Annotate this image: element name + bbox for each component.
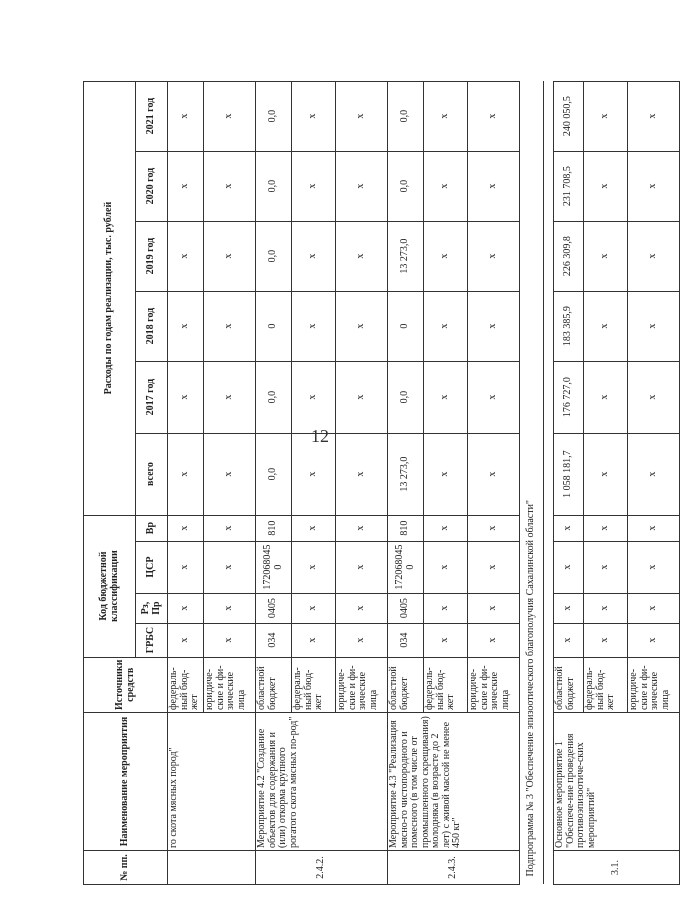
table-row bbox=[168, 81, 204, 884]
cell-y2020: x bbox=[204, 151, 256, 221]
cell-y2018: 0 bbox=[256, 291, 292, 361]
header-vr: Вр bbox=[136, 515, 168, 541]
row-number: 3.1. bbox=[554, 851, 680, 885]
cell-y2019: 226 309,8 bbox=[554, 221, 584, 291]
cell-rzpr: 0405 bbox=[388, 593, 424, 623]
cell-rzpr: x bbox=[584, 593, 628, 623]
header-source: Источники средств bbox=[84, 657, 168, 712]
cell-y2019: x bbox=[336, 221, 388, 291]
header-name: Наименование мероприятия bbox=[84, 713, 168, 851]
cell-y2020: x bbox=[628, 151, 680, 221]
row-number bbox=[168, 851, 256, 885]
cell-y2017: x bbox=[168, 361, 204, 433]
cell-rzpr: x bbox=[336, 593, 388, 623]
cell-y2019: 13 273,0 bbox=[388, 221, 424, 291]
cell-y2021: x bbox=[584, 81, 628, 151]
header-year-2021: 2021 год bbox=[136, 81, 168, 151]
activity-name: го скота мясных пород" bbox=[168, 713, 256, 851]
funding-source: федераль-ный бюд-жет bbox=[292, 657, 336, 712]
cell-y2020: x bbox=[424, 151, 468, 221]
cell-grbs: x bbox=[424, 623, 468, 657]
cell-vr: x bbox=[424, 515, 468, 541]
subprogram-row bbox=[520, 81, 544, 884]
cell-csr: x bbox=[292, 541, 336, 593]
cell-y2021: 240 050,5 bbox=[554, 81, 584, 151]
cell-grbs: x bbox=[336, 623, 388, 657]
cell-y2018: x bbox=[468, 291, 520, 361]
cell-csr: x bbox=[204, 541, 256, 593]
header-num: № пп. bbox=[84, 851, 168, 885]
cell-y2017: x bbox=[336, 361, 388, 433]
cell-total: 13 273,0 bbox=[388, 433, 424, 515]
header-year-2019: 2019 год bbox=[136, 221, 168, 291]
activity-name: Мероприятие 4.2 "Создание объектов для содержания и (или) откорма крупного рогатого скота мясных по-род" bbox=[256, 713, 388, 851]
cell-y2017: x bbox=[204, 361, 256, 433]
cell-y2019: x bbox=[584, 221, 628, 291]
cell-y2020: 231 708,5 bbox=[554, 151, 584, 221]
cell-vr: x bbox=[336, 515, 388, 541]
cell-rzpr: x bbox=[204, 593, 256, 623]
cell-vr: x bbox=[584, 515, 628, 541]
cell-rzpr: 0405 bbox=[256, 593, 292, 623]
cell-grbs: x bbox=[468, 623, 520, 657]
cell-grbs: x bbox=[204, 623, 256, 657]
cell-total: x bbox=[292, 433, 336, 515]
cell-y2017: x bbox=[468, 361, 520, 433]
cell-grbs: x bbox=[554, 623, 584, 657]
cell-y2021: x bbox=[424, 81, 468, 151]
header-csr: ЦСР bbox=[136, 541, 168, 593]
cell-y2018: x bbox=[584, 291, 628, 361]
header-rzpr: Рз, Пр bbox=[136, 593, 168, 623]
funding-source: федераль-ный бюд-жет bbox=[168, 657, 204, 712]
funding-source: юридиче-ские и фи-зические лица bbox=[336, 657, 388, 712]
activity-name: Основное мероприятие 1 "Обеспече-ние проведения противоэпизоотиче-ских мероприятий" bbox=[554, 713, 680, 851]
cell-y2018: x bbox=[204, 291, 256, 361]
subprogram-title: Подпрограмма № 3 "Обеспечение эпизоотического благополучия Сахалинской области" bbox=[520, 81, 544, 884]
table-row bbox=[256, 81, 292, 884]
cell-y2019: x bbox=[468, 221, 520, 291]
cell-total: x bbox=[168, 433, 204, 515]
row-number: 2.4.3. bbox=[388, 851, 520, 885]
row-number: 2.4.2. bbox=[256, 851, 388, 885]
cell-total: 0,0 bbox=[256, 433, 292, 515]
cell-y2017: x bbox=[584, 361, 628, 433]
cell-y2018: x bbox=[292, 291, 336, 361]
funding-source: областной бюджет bbox=[388, 657, 424, 712]
cell-vr: 810 bbox=[256, 515, 292, 541]
funding-source: федераль-ный бюд-жет bbox=[584, 657, 628, 712]
cell-vr: x bbox=[468, 515, 520, 541]
cell-y2021: x bbox=[292, 81, 336, 151]
funding-source: юридиче-ские и фи-зические лица bbox=[204, 657, 256, 712]
cell-y2020: x bbox=[336, 151, 388, 221]
cell-y2019: x bbox=[204, 221, 256, 291]
cell-y2019: x bbox=[292, 221, 336, 291]
spacer bbox=[544, 81, 554, 884]
cell-csr: x bbox=[584, 541, 628, 593]
page-number: 12 bbox=[311, 426, 329, 446]
cell-y2020: x bbox=[468, 151, 520, 221]
cell-rzpr: x bbox=[554, 593, 584, 623]
cell-csr: 172068045 0 bbox=[256, 541, 292, 593]
rotated-page bbox=[83, 13, 671, 885]
cell-y2019: x bbox=[424, 221, 468, 291]
header-expenses: Расходы по годам реализации, тыс. рублей bbox=[84, 81, 136, 515]
cell-total: x bbox=[336, 433, 388, 515]
cell-rzpr: x bbox=[424, 593, 468, 623]
cell-y2017: x bbox=[628, 361, 680, 433]
cell-vr: x bbox=[204, 515, 256, 541]
cell-csr: x bbox=[168, 541, 204, 593]
cell-grbs: x bbox=[292, 623, 336, 657]
header-year-2020: 2020 год bbox=[136, 151, 168, 221]
cell-y2021: x bbox=[204, 81, 256, 151]
cell-vr: 810 bbox=[388, 515, 424, 541]
cell-y2020: x bbox=[292, 151, 336, 221]
funding-source: юридиче-ские и фи-зические лица bbox=[628, 657, 680, 712]
cell-rzpr: x bbox=[468, 593, 520, 623]
funding-source: областной бюджет bbox=[256, 657, 292, 712]
cell-y2017: x bbox=[424, 361, 468, 433]
cell-grbs: 034 bbox=[256, 623, 292, 657]
cell-total: x bbox=[628, 433, 680, 515]
spacer-row bbox=[544, 81, 554, 884]
cell-grbs: 034 bbox=[388, 623, 424, 657]
cell-y2017: 176 727,0 bbox=[554, 361, 584, 433]
cell-y2018: 0 bbox=[388, 291, 424, 361]
cell-y2021: x bbox=[628, 81, 680, 151]
funding-source: юридиче-ские и фи-зические лица bbox=[468, 657, 520, 712]
cell-y2020: 0,0 bbox=[388, 151, 424, 221]
cell-y2018: 183 385,9 bbox=[554, 291, 584, 361]
cell-csr: 172068045 0 bbox=[388, 541, 424, 593]
cell-rzpr: x bbox=[168, 593, 204, 623]
cell-grbs: x bbox=[168, 623, 204, 657]
header-grbs: ГРБС bbox=[136, 623, 168, 657]
cell-y2018: x bbox=[168, 291, 204, 361]
table-row bbox=[388, 81, 424, 884]
table-row bbox=[554, 81, 584, 884]
cell-y2021: 0,0 bbox=[256, 81, 292, 151]
header-row-1 bbox=[84, 81, 136, 884]
cell-y2018: x bbox=[628, 291, 680, 361]
cell-vr: x bbox=[554, 515, 584, 541]
cell-y2018: x bbox=[424, 291, 468, 361]
header-year-2018: 2018 год bbox=[136, 291, 168, 361]
cell-grbs: x bbox=[628, 623, 680, 657]
cell-csr: x bbox=[424, 541, 468, 593]
cell-y2019: x bbox=[168, 221, 204, 291]
cell-y2019: x bbox=[628, 221, 680, 291]
cell-y2020: x bbox=[168, 151, 204, 221]
cell-y2019: 0,0 bbox=[256, 221, 292, 291]
cell-csr: x bbox=[628, 541, 680, 593]
cell-y2020: x bbox=[584, 151, 628, 221]
cell-csr: x bbox=[468, 541, 520, 593]
cell-total: x bbox=[424, 433, 468, 515]
header-year-2017: 2017 год bbox=[136, 361, 168, 433]
cell-y2021: 0,0 bbox=[388, 81, 424, 151]
cell-vr: x bbox=[292, 515, 336, 541]
budget-table bbox=[83, 81, 680, 885]
cell-csr: x bbox=[336, 541, 388, 593]
cell-y2021: x bbox=[336, 81, 388, 151]
cell-rzpr: x bbox=[628, 593, 680, 623]
header-kbk: Код бюджетной классификации bbox=[84, 515, 136, 657]
cell-vr: x bbox=[168, 515, 204, 541]
cell-csr: x bbox=[554, 541, 584, 593]
activity-name: Мероприятие 4.3 "Реализация мясно-го чистопородного и помесного (в том числе от промышленного скрещивания) молодняка (в возрасте до 2 лет) с живой массой не менее 450 кг" bbox=[388, 713, 520, 851]
cell-total: x bbox=[584, 433, 628, 515]
cell-y2018: x bbox=[336, 291, 388, 361]
cell-y2020: 0,0 bbox=[256, 151, 292, 221]
cell-y2021: x bbox=[168, 81, 204, 151]
funding-source: федераль-ный бюд-жет bbox=[424, 657, 468, 712]
cell-vr: x bbox=[628, 515, 680, 541]
cell-grbs: x bbox=[584, 623, 628, 657]
cell-total: 1 058 181,7 bbox=[554, 433, 584, 515]
cell-rzpr: x bbox=[292, 593, 336, 623]
cell-total: x bbox=[468, 433, 520, 515]
cell-y2017: x bbox=[292, 361, 336, 433]
cell-total: x bbox=[204, 433, 256, 515]
header-total: всего bbox=[136, 433, 168, 515]
cell-y2017: 0,0 bbox=[388, 361, 424, 433]
funding-source: областной бюджет bbox=[554, 657, 584, 712]
cell-y2017: 0,0 bbox=[256, 361, 292, 433]
cell-y2021: x bbox=[468, 81, 520, 151]
